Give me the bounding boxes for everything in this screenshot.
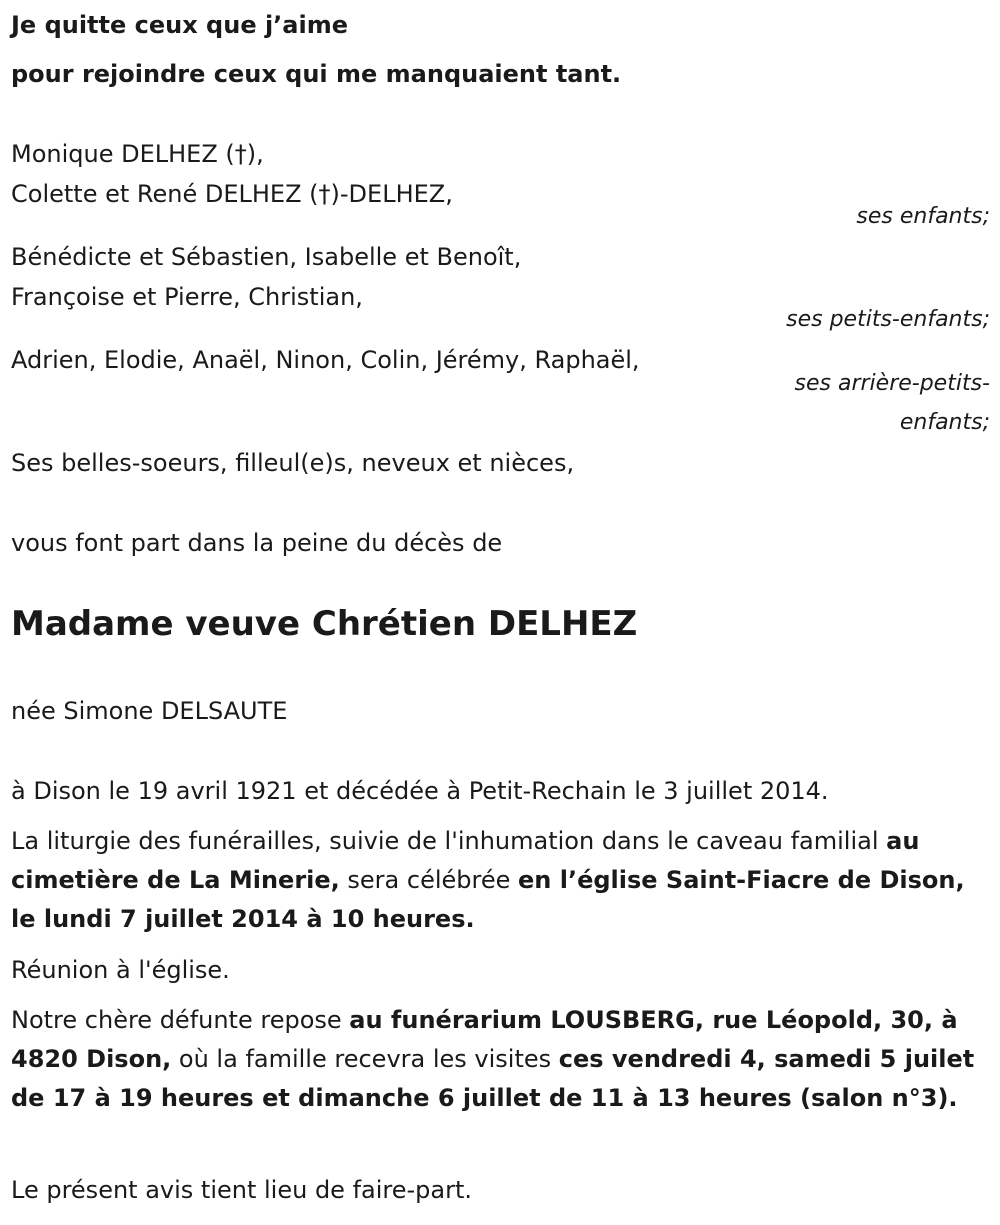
deceased-name: Madame veuve Chrétien DELHEZ — [11, 604, 638, 644]
birth-name: née Simone DELSAUTE — [11, 697, 288, 725]
quote-line-2: pour rejoindre ceux qui me manquaient tant. — [11, 60, 622, 88]
dates-line: à Dison le 19 avril 1921 et décédée à Petit-Rechain le 3 juillet 2014. — [11, 777, 829, 805]
funeral-text-2: sera célébrée — [339, 866, 519, 894]
funeral-church-date: en l’église Saint-Fiacre de Dison, le lundi 7 juillet 2014 à 10 heures. — [11, 866, 965, 933]
reunion-line: Réunion à l'église. — [11, 956, 230, 984]
grandchildren-role: ses petits-enfants; — [786, 307, 990, 332]
visitation-paragraph — [11, 1001, 986, 1118]
funeral-paragraph — [11, 822, 986, 939]
great-grandchildren-line: Adrien, Elodie, Anaël, Ninon, Colin, Jérémy, Raphaël, — [11, 346, 640, 374]
funeral-cemetery: au cimetière de La Minerie, — [11, 827, 920, 894]
great-grandchildren-role-1: ses arrière-petits- — [794, 371, 990, 396]
visitation-location: au funérarium LOUSBERG, rue Léopold, 30, à 4820 Dison, — [11, 1006, 958, 1073]
visitation-times: ces vendredi 4, samedi 5 juilet de 17 à 19 heures et dimanche 6 juillet de 11 à 13 heures (salon n°3). — [11, 1045, 975, 1112]
children-line-1: Monique DELHEZ (†), — [11, 140, 264, 168]
great-grandchildren-role-2: enfants; — [899, 410, 990, 435]
funeral-text-1: La liturgie des funérailles, suivie de l'inhumation dans le caveau familial — [11, 827, 887, 855]
quote-line-1: Je quitte ceux que j’aime — [11, 11, 349, 39]
visitation-text-1: Notre chère défunte repose — [11, 1006, 350, 1034]
children-role: ses enfants; — [856, 204, 990, 229]
grandchildren-line-2: Françoise et Pierre, Christian, — [11, 283, 363, 311]
grandchildren-line-1: Bénédicte et Sébastien, Isabelle et Benoît, — [11, 243, 522, 271]
closing-line: Le présent avis tient lieu de faire-part. — [11, 1176, 473, 1204]
others-line: Ses belles-soeurs, filleul(e)s, neveux et nièces, — [11, 449, 575, 477]
announcement-line: vous font part dans la peine du décès de — [11, 529, 503, 557]
children-line-2: Colette et René DELHEZ (†)-DELHEZ, — [11, 180, 453, 208]
visitation-text-2: où la famille recevra les visites — [171, 1045, 559, 1073]
